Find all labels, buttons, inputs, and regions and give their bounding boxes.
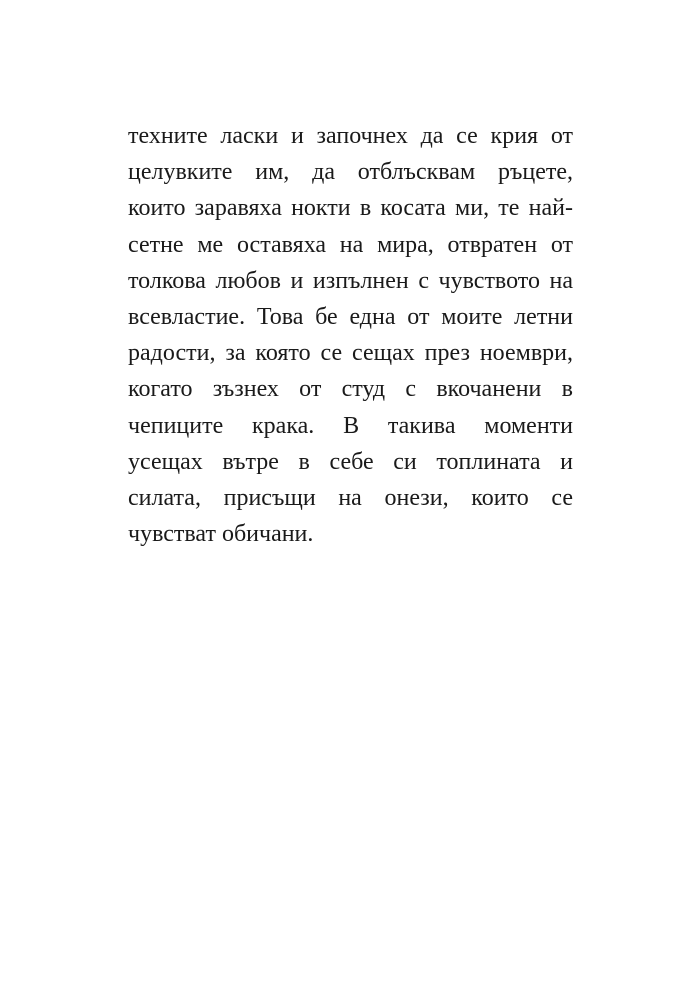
text-line: които заравяха нокти в косата ми, те най- bbox=[128, 195, 573, 222]
text-line: усещах вътре в себе си топлината и bbox=[128, 448, 573, 475]
text-line: толкова любов и изпълнен с чувството на bbox=[128, 267, 573, 294]
text-line: когато зъзнех от студ с вкочанени в bbox=[128, 376, 573, 403]
text-line: чепиците крака. В такива моменти bbox=[128, 412, 573, 439]
text-line: силата, присъщи на онези, които се bbox=[128, 484, 573, 511]
text-line: техните ласки и започнех да се крия от bbox=[128, 123, 573, 149]
text-line: сетне ме оставяха на мира, отвратен от bbox=[128, 231, 573, 258]
text-line: всевластие. Това бе една от моите летни bbox=[128, 303, 573, 330]
text-line: радости, за която се сещах през ноември, bbox=[128, 340, 573, 367]
body-text bbox=[128, 118, 573, 552]
text-line: чувстват обичани. bbox=[128, 521, 314, 548]
text-line: целувките им, да отблъсквам ръцете, bbox=[128, 159, 573, 186]
